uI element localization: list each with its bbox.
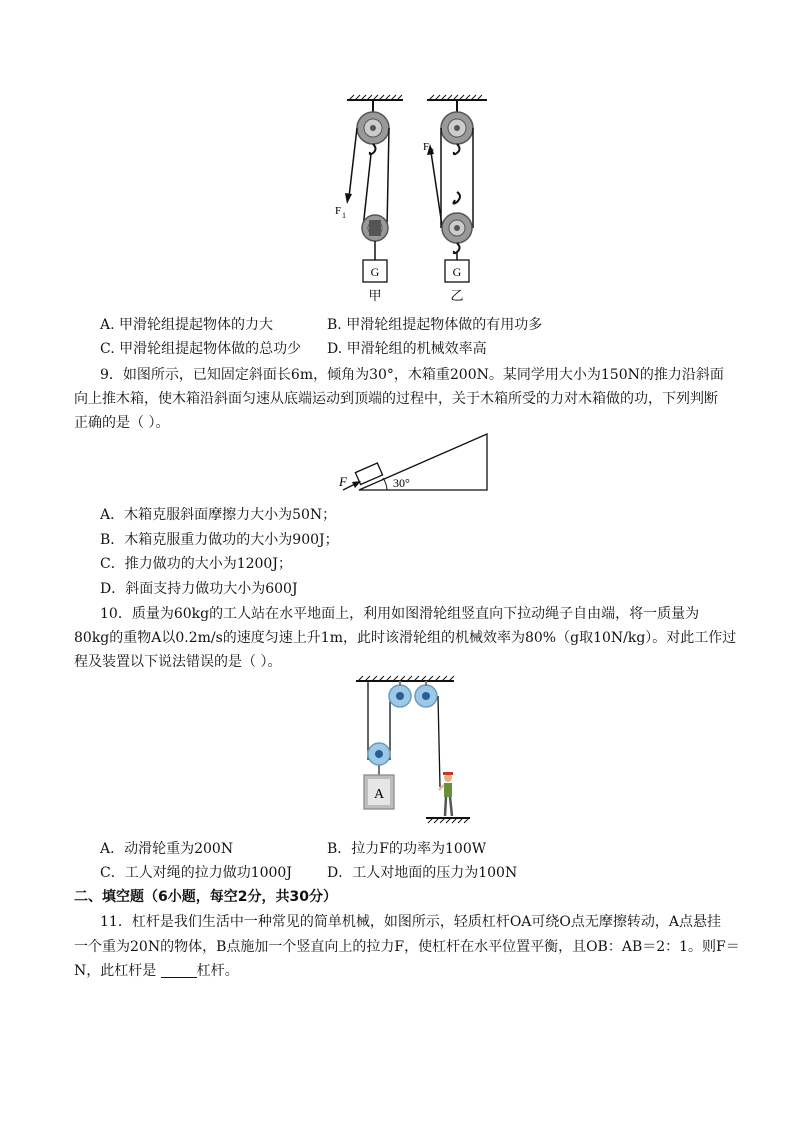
q10-stem-line-2: 80kg的重物A以0.2m/s的速度匀速上升1m，此时该滑轮组的机械效率为80%（g取10N/kg）。对此工作过	[74, 630, 737, 646]
q11-stem-part-2: 杠杆。	[196, 963, 239, 979]
q11-stem-part-1: N，此杠杆是	[74, 963, 157, 979]
movable-pulley	[368, 743, 390, 765]
label-yi: 乙	[450, 288, 464, 303]
q10-option-a: A．动滑轮重为200N	[100, 841, 234, 857]
incline-figure	[335, 430, 495, 496]
q9-option-d: D．斜面支持力做功大小为600J	[100, 581, 298, 597]
q8-option-b: B. 甲滑轮组提起物体做的有用功多	[327, 317, 543, 333]
q11-stem-line-3	[74, 961, 239, 981]
q9-option-b: B．木箱克服重力做功的大小为900J；	[100, 532, 339, 548]
ground	[426, 818, 470, 823]
q9-stem-line-1: 9．如图所示，已知固定斜面长6m，倾角为30°，木箱重200N。某同学用大小为150N的推力沿斜面	[100, 367, 724, 383]
q10-option-c: C．工人对绳的拉力做功1000J	[100, 865, 292, 881]
ceiling-right	[427, 95, 487, 100]
q8-option-a: A. 甲滑轮组提起物体的力大	[100, 317, 274, 333]
q11-stem-line-1: 11．杠杆是我们生活中一种常见的简单机械，如图所示，轻质杠杆OA可绕O点无摩擦转动，A点悬挂	[100, 914, 721, 930]
force-label-f2-subscript: 2	[430, 147, 434, 156]
q8-option-c: C. 甲滑轮组提起物体做的总功少	[100, 341, 302, 357]
worker-pulley-figure	[348, 672, 478, 832]
q9-option-a: A．木箱克服斜面摩擦力大小为50N；	[100, 507, 337, 523]
q9-option-c: C．推力做功的大小为1200J；	[100, 556, 292, 572]
fixed-pulley-2	[415, 685, 437, 707]
q10-option-d: D．工人对地面的压力为100N	[327, 865, 518, 881]
q8-option-d: D. 甲滑轮组的机械效率高	[327, 341, 487, 357]
q10-option-b: B．拉力F的功率为100W	[327, 841, 487, 857]
worker-figure	[439, 772, 453, 816]
q11-stem-line-2: 一个重为20N的物体，B点施加一个竖直向上的拉力F，使杠杆在水平位置平衡，且OB：AB＝2：1。则F＝	[74, 939, 740, 955]
incline-triangle	[359, 434, 487, 490]
fixed-pulley-left	[357, 112, 389, 144]
force-label-f2: F	[423, 141, 430, 153]
q10-stem-line-3: 程及装置以下说法错误的是（ ）。	[74, 654, 282, 670]
force-label-f: F	[339, 474, 347, 489]
force-label-f1: F	[335, 205, 342, 217]
movable-pulley-left	[362, 215, 388, 241]
fixed-pulley-right	[441, 112, 473, 144]
angle-label: 30°	[393, 476, 410, 490]
weight-label-left: G	[370, 265, 380, 279]
ceiling-left	[347, 95, 403, 100]
q9-stem-line-2: 向上推木箱，使木箱沿斜面匀速从底端运动到顶端的过程中，关于木箱所受的力对木箱做的功，下列判断	[74, 391, 718, 407]
section-title-fill-in: 二、填空题（6小题，每空2分，共30分）	[74, 889, 337, 905]
weight-label-right: G	[452, 265, 462, 279]
label-jia: 甲	[368, 288, 382, 303]
block-a-label: A	[373, 787, 385, 802]
pulley-figure-jia-yi	[335, 92, 495, 304]
ceiling	[356, 676, 454, 681]
q10-stem-line-1: 10．质量为60kg的工人站在水平地面上，利用如图滑轮组竖直向下拉动绳子自由端，将一质量为	[100, 606, 700, 622]
answer-blank[interactable]	[161, 963, 197, 978]
movable-pulley-right	[442, 213, 472, 243]
force-label-f1-subscript: 1	[342, 211, 346, 220]
fixed-pulley-1	[389, 685, 411, 707]
q9-stem-line-3: 正确的是（ ）。	[74, 415, 170, 431]
